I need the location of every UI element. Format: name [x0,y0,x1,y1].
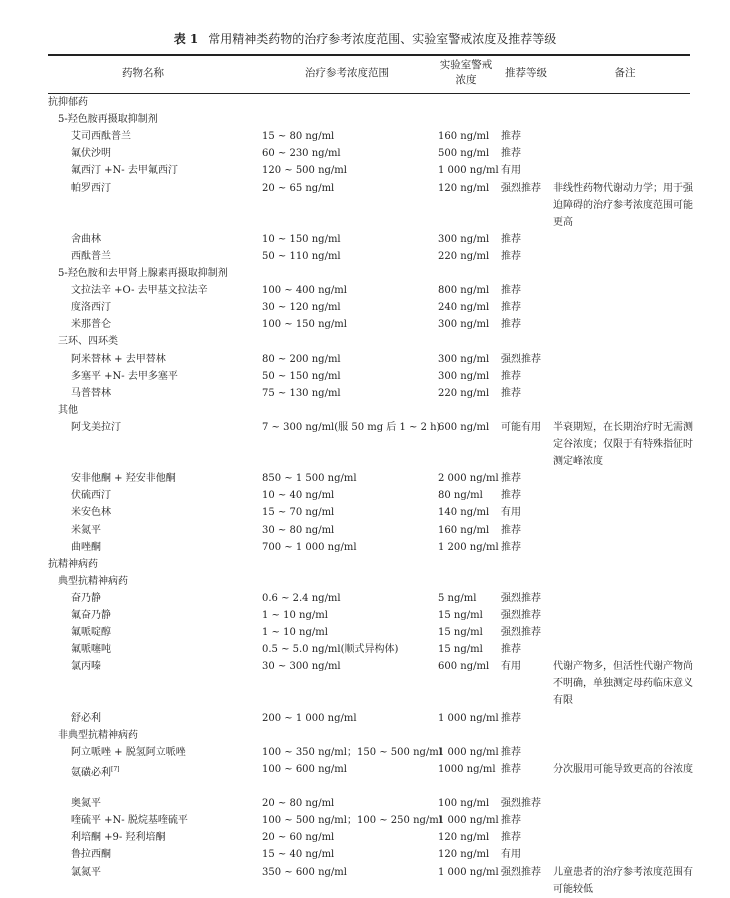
alert-conc-cell: 140 ng/ml [438,507,490,519]
alert-conc-cell: 160 ng/ml [438,131,490,143]
alert-conc-cell: 2 000 ng/ml [438,473,499,485]
table-row [0,761,730,778]
drug-name-cell [71,522,101,539]
alert-conc-cell: 1 000 ng/ml [438,712,499,724]
drug-name-text: 文拉法辛 +O- 去甲基文拉法辛 [71,285,208,297]
ref-range-cell: 700 ~ 1 000 ng/ml [262,541,357,553]
drug-name-text: 氟哌啶醇 [71,627,111,639]
ref-range-cell: 80 ~ 200 ng/ml [262,353,341,365]
note-cell: 半衰期短，在长期治疗时无需测定谷浓度；仅限于有特殊指征时测定峰浓度 [553,421,693,467]
drug-name-cell [58,402,78,419]
drug-name-text: 阿戈美拉汀 [71,421,121,433]
alert-conc-cell: 1 000 ng/ml [438,165,499,177]
drug-name-text: 米那普仑 [71,319,111,331]
ref-range-cell: 100 ~ 600 ng/ml [262,763,347,775]
drug-name-text: 鲁拉西酮 [71,849,111,861]
drug-name-cell [71,829,165,846]
ref-range-cell: 350 ~ 600 ng/ml [262,866,347,878]
drug-name-text: 帕罗西汀 [71,182,111,194]
table-row [0,470,730,487]
ref-range-cell: 120 ~ 500 ng/ml [262,165,347,177]
drug-name-text: 多塞平 +N- 去甲多塞平 [71,370,178,382]
drug-name-cell [71,504,111,521]
drug-name-cell [71,282,208,299]
table-category-row [0,402,730,419]
ref-range-cell: 50 ~ 150 ng/ml [262,370,341,382]
drug-name-text: 马普替林 [71,387,111,399]
ref-range-cell: 100 ~ 350 ng/ml；150 ~ 500 ng/ml [262,746,442,758]
recommendation-level-cell: 推荐 [501,490,521,502]
recommendation-level-cell: 有用 [501,661,521,673]
reference-marker: [7] [111,765,120,773]
header-alert-line1: 实验室警戒 [439,59,493,71]
drug-name-text: 奥氮平 [71,798,101,810]
drug-name-text: 米氮平 [71,524,101,536]
drug-name-cell [71,299,111,316]
drug-name-cell [71,795,101,812]
alert-conc-cell: 120 ng/ml [438,182,490,194]
drug-name-cell [71,385,111,402]
drug-name-text: 舍曲林 [71,233,101,245]
drug-name-cell [71,607,111,624]
drug-name-cell [71,744,186,761]
ref-range-cell: 30 ~ 120 ng/ml [262,302,341,314]
drug-name-cell [71,487,111,504]
ref-range-cell: 20 ~ 65 ng/ml [262,182,335,194]
recommendation-level-cell: 推荐 [501,233,521,245]
alert-conc-cell: 1 000 ng/ml [438,746,499,758]
recommendation-level-cell: 推荐 [501,815,521,827]
table-row [0,658,730,707]
recommendation-level-cell: 强烈推荐 [501,592,541,604]
drug-name-cell [71,539,101,556]
ref-range-cell: 75 ~ 130 ng/ml [262,387,341,399]
alert-conc-cell: 300 ng/ml [438,370,490,382]
table-number: 表 1 [173,32,199,46]
drug-name-text: 伏硫西汀 [71,490,111,502]
drug-name-text: 度洛西汀 [71,302,111,314]
recommendation-level-cell: 推荐 [501,763,521,775]
drug-name-cell [71,145,111,162]
table-category-row [0,94,730,111]
table-row [0,487,730,504]
alert-conc-cell: 800 ng/ml [438,285,490,297]
ref-range-cell: 30 ~ 300 ng/ml [262,661,341,673]
table-row [0,368,730,385]
alert-conc-cell: 15 ng/ml [438,644,483,656]
drug-name-cell [71,641,111,658]
recommendation-level-cell: 强烈推荐 [501,610,541,621]
alert-conc-cell: 15 ng/ml [438,610,483,621]
table-row [0,590,730,607]
alert-conc-cell: 220 ng/ml [438,387,490,399]
table-row [0,299,730,316]
ref-range-cell: 15 ~ 80 ng/ml [262,131,335,143]
recommendation-level-cell: 推荐 [501,285,521,297]
drug-name-cell [71,248,111,265]
drug-name-text: 氯氮平 [71,866,101,878]
drug-name-cell [71,658,101,675]
ref-range-cell: 15 ~ 70 ng/ml [262,507,335,519]
table-row [0,864,730,895]
recommendation-level-cell: 有用 [501,507,521,519]
alert-conc-cell: 600 ng/ml [438,421,490,433]
recommendation-level-cell: 推荐 [501,541,521,553]
alert-conc-cell: 100 ng/ml [438,798,490,810]
recommendation-level-cell: 推荐 [501,387,521,399]
drug-name-text: 安非他酮 + 羟安非他酮 [71,473,176,485]
drug-name-text: 阿立哌唑 + 脱氢阿立哌唑 [71,746,186,758]
drug-name-cell [71,710,101,727]
table-row [0,795,730,812]
ref-range-cell: 0.6 ~ 2.4 ng/ml [262,592,341,604]
recommendation-level-cell: 有用 [501,849,521,861]
header-note: 备注 [614,67,636,79]
table-category-row [0,333,730,350]
alert-conc-cell: 1 200 ng/ml [438,541,499,553]
drug-name-cell [58,333,118,350]
recommendation-level-cell: 强烈推荐 [501,866,541,878]
recommendation-level-cell: 推荐 [501,370,521,382]
table-category-row [0,265,730,282]
ref-range-cell: 50 ~ 110 ng/ml [262,250,341,262]
drug-name-text: 西酞普兰 [71,250,111,262]
alert-conc-cell: 300 ng/ml [438,319,490,331]
recommendation-level-cell: 推荐 [501,473,521,485]
drug-name-cell [58,727,138,744]
ref-range-cell: 850 ~ 1 500 ng/ml [262,473,357,485]
recommendation-level-cell: 推荐 [501,148,521,160]
drug-name-text: 利培酮 +9- 羟利培酮 [71,832,166,844]
alert-conc-cell: 120 ng/ml [438,849,490,861]
table-row [0,180,730,228]
recommendation-level-cell: 强烈推荐 [501,798,541,810]
ref-range-cell: 100 ~ 400 ng/ml [262,285,347,297]
drug-name-text: 其他 [58,404,78,416]
table-category-row [0,556,730,573]
ref-range-cell: 60 ~ 230 ng/ml [262,148,341,160]
alert-conc-cell: 300 ng/ml [438,233,490,245]
drug-name-text: 氟奋乃静 [71,610,111,621]
top-rule [48,54,690,56]
drug-name-cell [71,761,120,781]
table-row [0,641,730,658]
recommendation-level-cell: 推荐 [501,250,521,262]
drug-name-cell [58,111,158,128]
drug-name-cell [71,316,111,333]
alert-conc-cell: 5 ng/ml [438,592,477,604]
recommendation-level-cell: 推荐 [501,524,521,536]
table-row [0,419,730,467]
recommendation-level-cell: 推荐 [501,302,521,314]
header-drug-name: 药物名称 [122,67,164,79]
drug-name-text: 阿米替林 + 去甲替林 [71,353,166,365]
drug-name-cell [71,231,101,248]
alert-conc-cell: 240 ng/ml [438,302,490,314]
note-cell: 非线性药物代谢动力学；用于强迫障碍的治疗参考浓度范围可能更高 [553,182,693,228]
ref-range-cell: 100 ~ 500 ng/ml；100 ~ 250 ng/ml [262,815,442,827]
recommendation-level-cell: 有用 [501,165,521,177]
drug-name-text: 抗精神病药 [48,558,98,570]
table-row [0,539,730,556]
drug-name-cell [71,162,178,179]
alert-conc-cell: 120 ng/ml [438,832,490,844]
table-category-row [0,727,730,744]
table-row [0,145,730,162]
ref-range-cell: 0.5 ~ 5.0 ng/ml(顺式异构体) [262,644,399,656]
table-title [0,31,730,47]
ref-range-cell: 20 ~ 80 ng/ml [262,798,335,810]
ref-range-cell: 30 ~ 80 ng/ml [262,524,335,536]
drug-name-text: 喹硫平 +N- 脱烷基喹硫平 [71,815,188,827]
drug-name-cell [71,846,111,863]
drug-name-text: 三环、四环类 [58,336,118,348]
drug-name-text: 抗抑郁药 [48,97,88,108]
drug-name-cell [71,624,111,641]
recommendation-level-cell: 推荐 [501,131,521,143]
table-row [0,846,730,863]
ref-range-cell: 10 ~ 150 ng/ml [262,233,341,245]
alert-conc-cell: 1000 ng/ml [438,763,496,775]
drug-name-cell [71,128,131,145]
header-alert-line2: 浓度 [455,74,477,86]
recommendation-level-cell: 推荐 [501,712,521,724]
ref-range-cell: 100 ~ 150 ng/ml [262,319,347,331]
note-cell: 分次服用可能导致更高的谷浓度 [553,763,693,775]
table-row [0,351,730,368]
table-row [0,829,730,846]
drug-name-cell [71,351,166,368]
drug-name-text: 氟哌噻吨 [71,644,111,656]
table-row [0,385,730,402]
drug-name-text: 奋乃静 [71,592,101,604]
drug-name-cell [71,419,121,436]
drug-name-text: 米安色林 [71,507,111,519]
table-row [0,812,730,829]
drug-name-text: 氟西汀 +N- 去甲氟西汀 [71,165,178,177]
table-category-row [0,573,730,590]
drug-name-text: 艾司西酞普兰 [71,131,131,143]
recommendation-level-cell: 强烈推荐 [501,182,541,194]
drug-name-cell [71,590,101,607]
drug-name-text: 5-羟色胺和去甲肾上腺素再摄取抑制剂 [58,268,228,279]
table-row [0,744,730,761]
alert-conc-cell: 15 ng/ml [438,627,483,639]
table-category-row [0,111,730,128]
drug-name-cell [58,265,228,282]
table-row [0,128,730,145]
drug-name-cell [71,368,178,385]
recommendation-level-cell: 推荐 [501,832,521,844]
ref-range-cell: 10 ~ 40 ng/ml [262,490,335,502]
ref-range-cell: 15 ~ 40 ng/ml [262,849,335,861]
recommendation-level-cell: 推荐 [501,746,521,758]
drug-name-cell [58,573,128,590]
alert-conc-cell: 220 ng/ml [438,250,490,262]
header-level: 推荐等级 [505,67,547,79]
alert-conc-cell: 500 ng/ml [438,148,490,160]
table-row [0,522,730,539]
table-row [0,710,730,727]
recommendation-level-cell: 推荐 [501,644,521,656]
table-row [0,624,730,641]
drug-name-text: 非典型抗精神病药 [58,729,138,741]
note-cell: 儿童患者的治疗参考浓度范围有可能较低 [553,866,693,895]
table-caption: 常用精神类药物的治疗参考浓度范围、实验室警戒浓度及推荐等级 [208,32,557,46]
ref-range-cell: 1 ~ 10 ng/ml [262,627,328,639]
table-row [0,504,730,521]
header-alert-conc [432,58,500,88]
alert-conc-cell: 600 ng/ml [438,661,490,673]
table-row [0,248,730,265]
drug-name-cell [71,812,188,829]
drug-name-text: 5-羟色胺再摄取抑制剂 [58,114,158,126]
drug-name-text: 典型抗精神病药 [58,575,128,587]
recommendation-level-cell: 可能有用 [501,421,541,433]
drug-name-text: 曲唑酮 [71,541,101,553]
recommendation-level-cell: 强烈推荐 [501,627,541,639]
drug-name-text: 氟伏沙明 [71,148,111,160]
table-row [0,607,730,624]
ref-range-cell: 1 ~ 10 ng/ml [262,610,328,621]
drug-name-cell [71,864,101,881]
table-row [0,316,730,333]
drug-name-text: 氨磺必利 [71,767,111,779]
drug-name-cell [48,94,88,111]
table-row [0,162,730,179]
drug-name-cell [71,180,111,197]
ref-range-cell: 200 ~ 1 000 ng/ml [262,712,357,724]
alert-conc-cell: 1 000 ng/ml [438,815,499,827]
table-row [0,231,730,248]
drug-name-text: 舒必利 [71,712,101,724]
alert-conc-cell: 160 ng/ml [438,524,490,536]
recommendation-level-cell: 强烈推荐 [501,353,541,365]
drug-name-text: 氯丙嗪 [71,661,101,673]
alert-conc-cell: 300 ng/ml [438,353,490,365]
note-cell: 代谢产物多，但活性代谢产物尚不明确，单独测定母药临床意义有限 [553,661,693,707]
table-row [0,282,730,299]
ref-range-cell: 20 ~ 60 ng/ml [262,832,335,844]
header-ref-range: 治疗参考浓度范围 [305,67,389,79]
recommendation-level-cell: 推荐 [501,319,521,331]
drug-name-cell [48,556,98,573]
ref-range-cell: 7 ~ 300 ng/ml(服 50 mg 后 1 ~ 2 h) [262,421,441,433]
alert-conc-cell: 1 000 ng/ml [438,866,499,878]
alert-conc-cell: 80 ng/ml [438,490,483,502]
drug-name-cell [71,470,176,487]
